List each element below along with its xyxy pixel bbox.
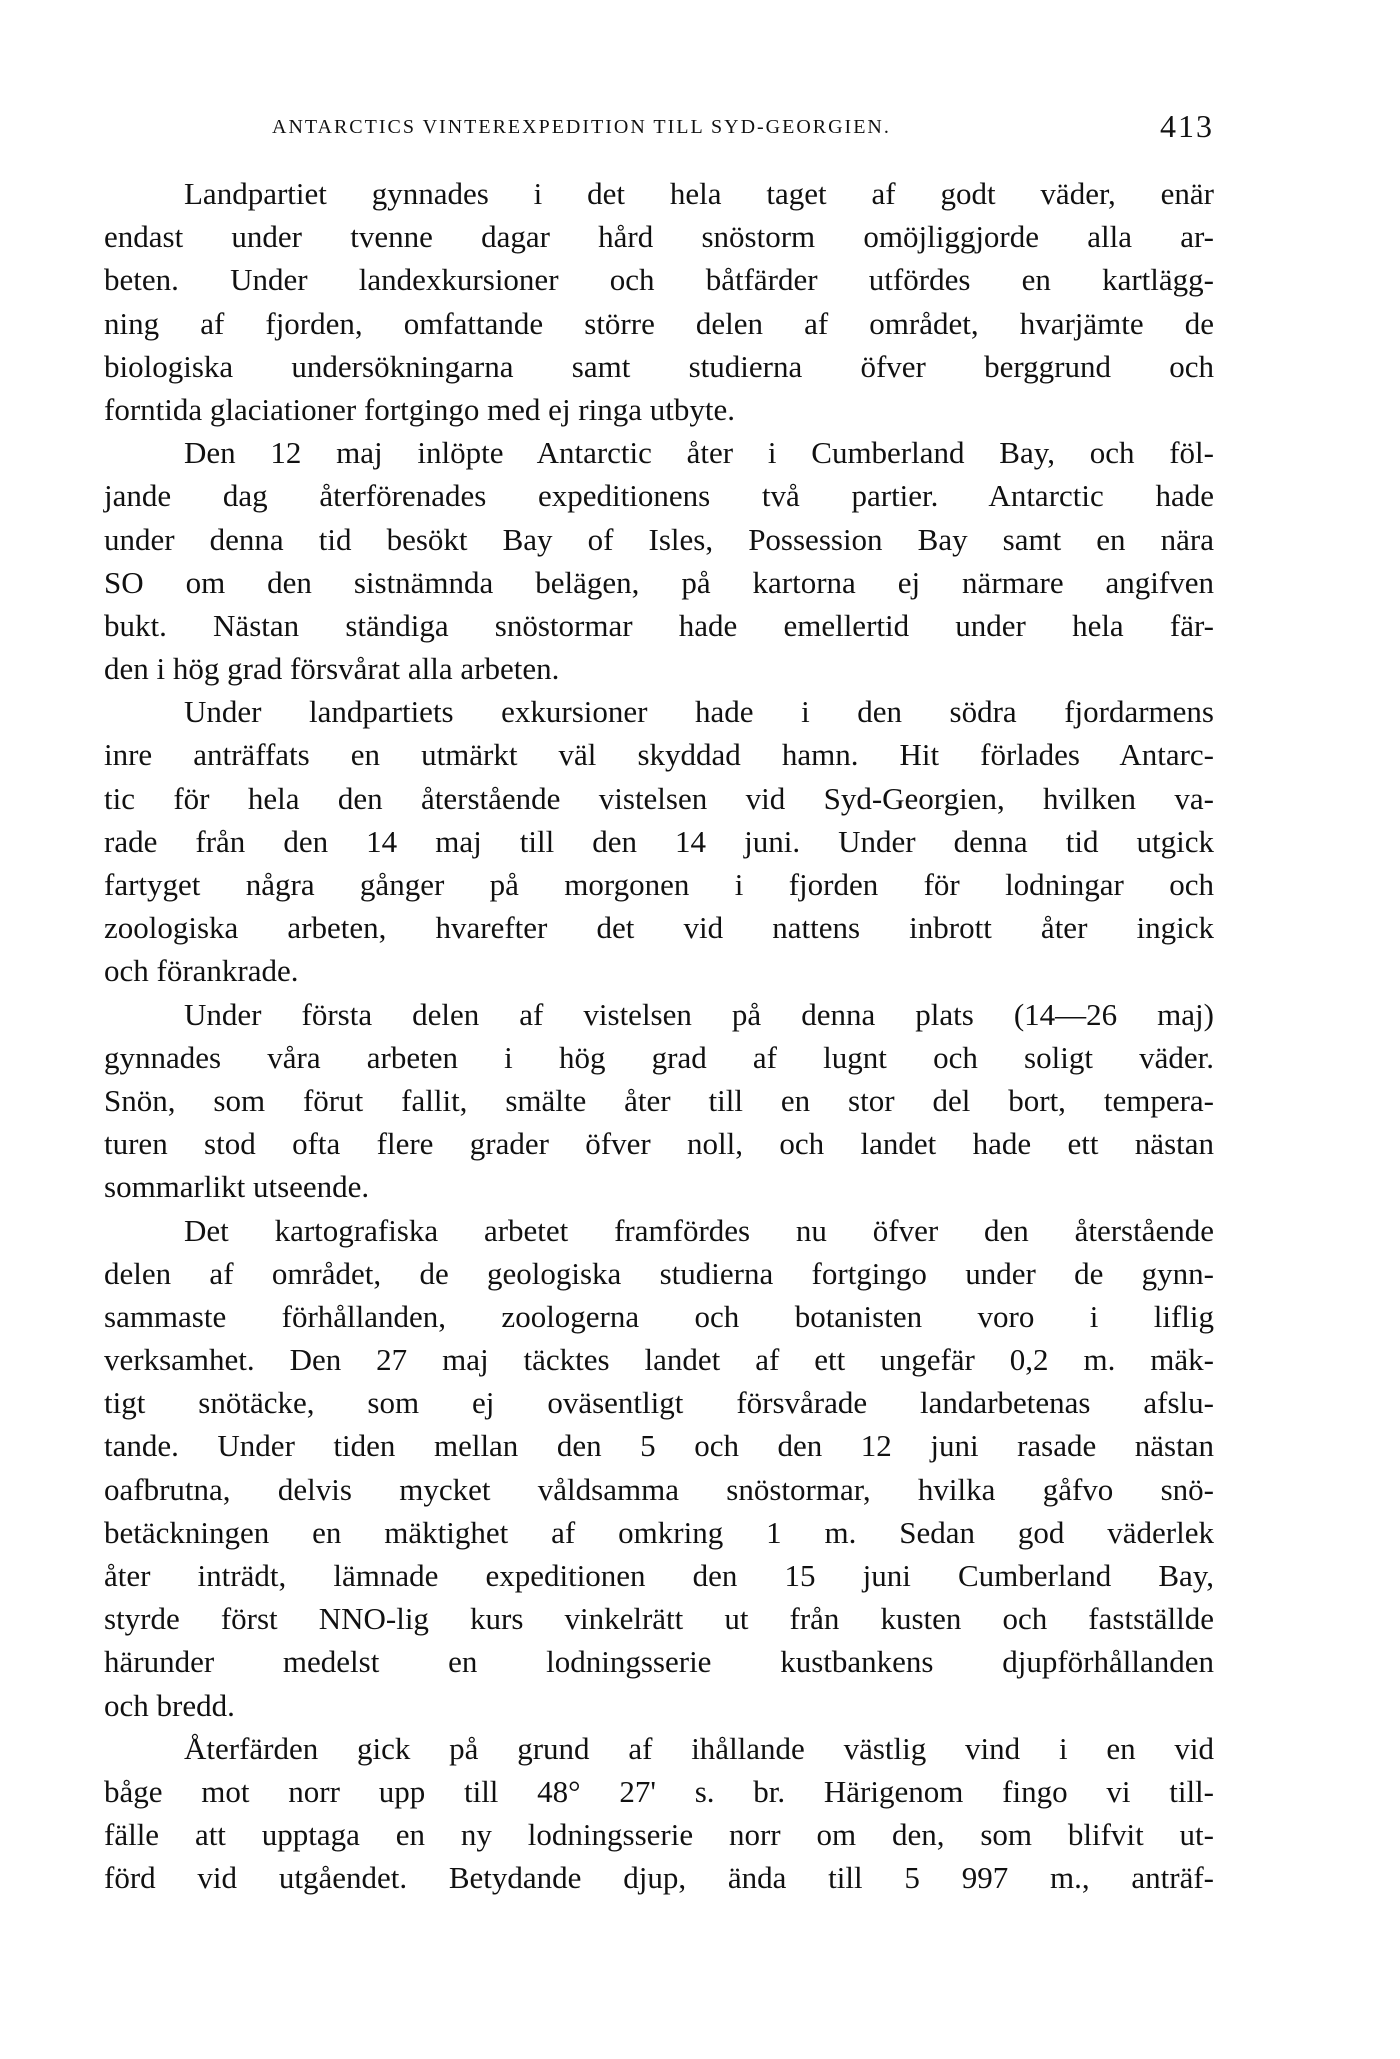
text-line: turen stod ofta flere grader öfver noll, och landet hade ett nästan <box>104 1126 1214 1162</box>
paragraph <box>104 172 1214 431</box>
text-line: betäckningen en mäktighet af omkring 1 m. Sedan god väderlek <box>104 1514 1214 1550</box>
text-line: Den 12 maj inlöpte Antarctic åter i Cumberland Bay, och föl- <box>184 435 1214 471</box>
text-line: fartyget några gånger på morgonen i fjorden för lodningar och <box>104 867 1214 902</box>
text-line: styrde först NNO-lig kurs vinkelrätt ut från kusten och fastställde <box>104 1601 1214 1637</box>
paragraph <box>104 690 1214 992</box>
text-line: endast under tvenne dagar hård snöstorm omöjliggjorde alla ar- <box>104 219 1214 255</box>
text-line: fälle att upptaga en ny lodningsserie norr om den, som blifvit ut- <box>104 1817 1214 1853</box>
running-head <box>104 108 1214 148</box>
text-line: Under landpartiets exkursioner hade i den södra fjordarmens <box>184 694 1214 730</box>
text-line: SO om den sistnämnda belägen, på kartorna ej närmare angifven <box>104 564 1214 600</box>
paragraph <box>104 1727 1214 1900</box>
text-line: sammaste förhållanden, zoologerna och botanisten voro i liflig <box>104 1298 1214 1334</box>
text-line: Landpartiet gynnades i det hela taget af godt väder, enär <box>184 176 1214 211</box>
page-number: 413 <box>1160 108 1214 144</box>
text-line: rade från den 14 maj till den 14 juni. Under denna tid utgick <box>104 823 1214 859</box>
text-line: Snön, som förut fallit, smälte åter till en stor del bort, tempera- <box>104 1082 1214 1118</box>
text-line: jande dag återförenades expeditionens två partier. Antarctic hade <box>104 478 1214 514</box>
text-line: och bredd. <box>104 1687 235 1723</box>
text-line: inre anträffats en utmärkt väl skyddad hamn. Hit förlades Antarc- <box>104 737 1214 773</box>
paragraph <box>104 431 1214 690</box>
text-line: sommarlikt utseende. <box>104 1169 370 1205</box>
text-line: förd vid utgåendet. Betydande djup, ända till 5 997 m., anträf- <box>104 1860 1214 1896</box>
paragraph <box>104 1209 1214 1727</box>
text-line: och förankrade. <box>104 953 299 989</box>
running-title: ANTARCTICS VINTEREXPEDITION TILL SYD-GEORGIEN. <box>272 116 891 138</box>
text-line: härunder medelst en lodningsserie kustbankens djupförhållanden <box>104 1644 1214 1680</box>
text-line: den i hög grad försvårat alla arbeten. <box>104 651 560 687</box>
text-line: Under första delen af vistelsen på denna plats (14—26 maj) <box>184 996 1214 1032</box>
text-line: forntida glaciationer fortgingo med ej ringa utbyte. <box>104 391 735 427</box>
text-line: ning af fjorden, omfattande större delen af området, hvarjämte de <box>104 305 1214 341</box>
text-line: zoologiska arbeten, hvarefter det vid nattens inbrott åter ingick <box>104 910 1214 946</box>
text-line: under denna tid besökt Bay of Isles, Possession Bay samt en nära <box>104 521 1214 557</box>
text-line: biologiska undersökningarna samt studierna öfver berggrund och <box>104 348 1214 384</box>
text-line: båge mot norr upp till 48° 27' s. br. Härigenom fingo vi till- <box>104 1773 1214 1809</box>
text-line: beten. Under landexkursioner och båtfärder utfördes en kartlägg- <box>104 262 1214 298</box>
text-line: bukt. Nästan ständiga snöstormar hade emellertid under hela fär- <box>104 607 1214 643</box>
text-line: gynnades våra arbeten i hög grad af lugnt och soligt väder. <box>104 1039 1214 1075</box>
text-line: oafbrutna, delvis mycket våldsamma snöstormar, hvilka gåfvo snö- <box>104 1471 1214 1507</box>
text-line: Återfärden gick på grund af ihållande västlig vind i en vid <box>184 1730 1214 1766</box>
text-line: tic för hela den återstående vistelsen vid Syd-Georgien, hvilken va- <box>104 780 1214 816</box>
text-line: tigt snötäcke, som ej oväsentligt försvårade landarbetenas afslu- <box>104 1385 1214 1421</box>
text-line: verksamhet. Den 27 maj täcktes landet af ett ungefär 0,2 m. mäk- <box>104 1342 1214 1378</box>
text-line: Det kartografiska arbetet framfördes nu öfver den återstående <box>184 1212 1214 1248</box>
paragraph <box>104 993 1214 1209</box>
text-line: åter inträdt, lämnade expeditionen den 15 juni Cumberland Bay, <box>104 1558 1214 1593</box>
text-line: delen af området, de geologiska studierna fortgingo under de gynn- <box>104 1255 1214 1291</box>
body-text <box>104 172 1214 1900</box>
text-line: tande. Under tiden mellan den 5 och den 12 juni rasade nästan <box>104 1428 1214 1464</box>
